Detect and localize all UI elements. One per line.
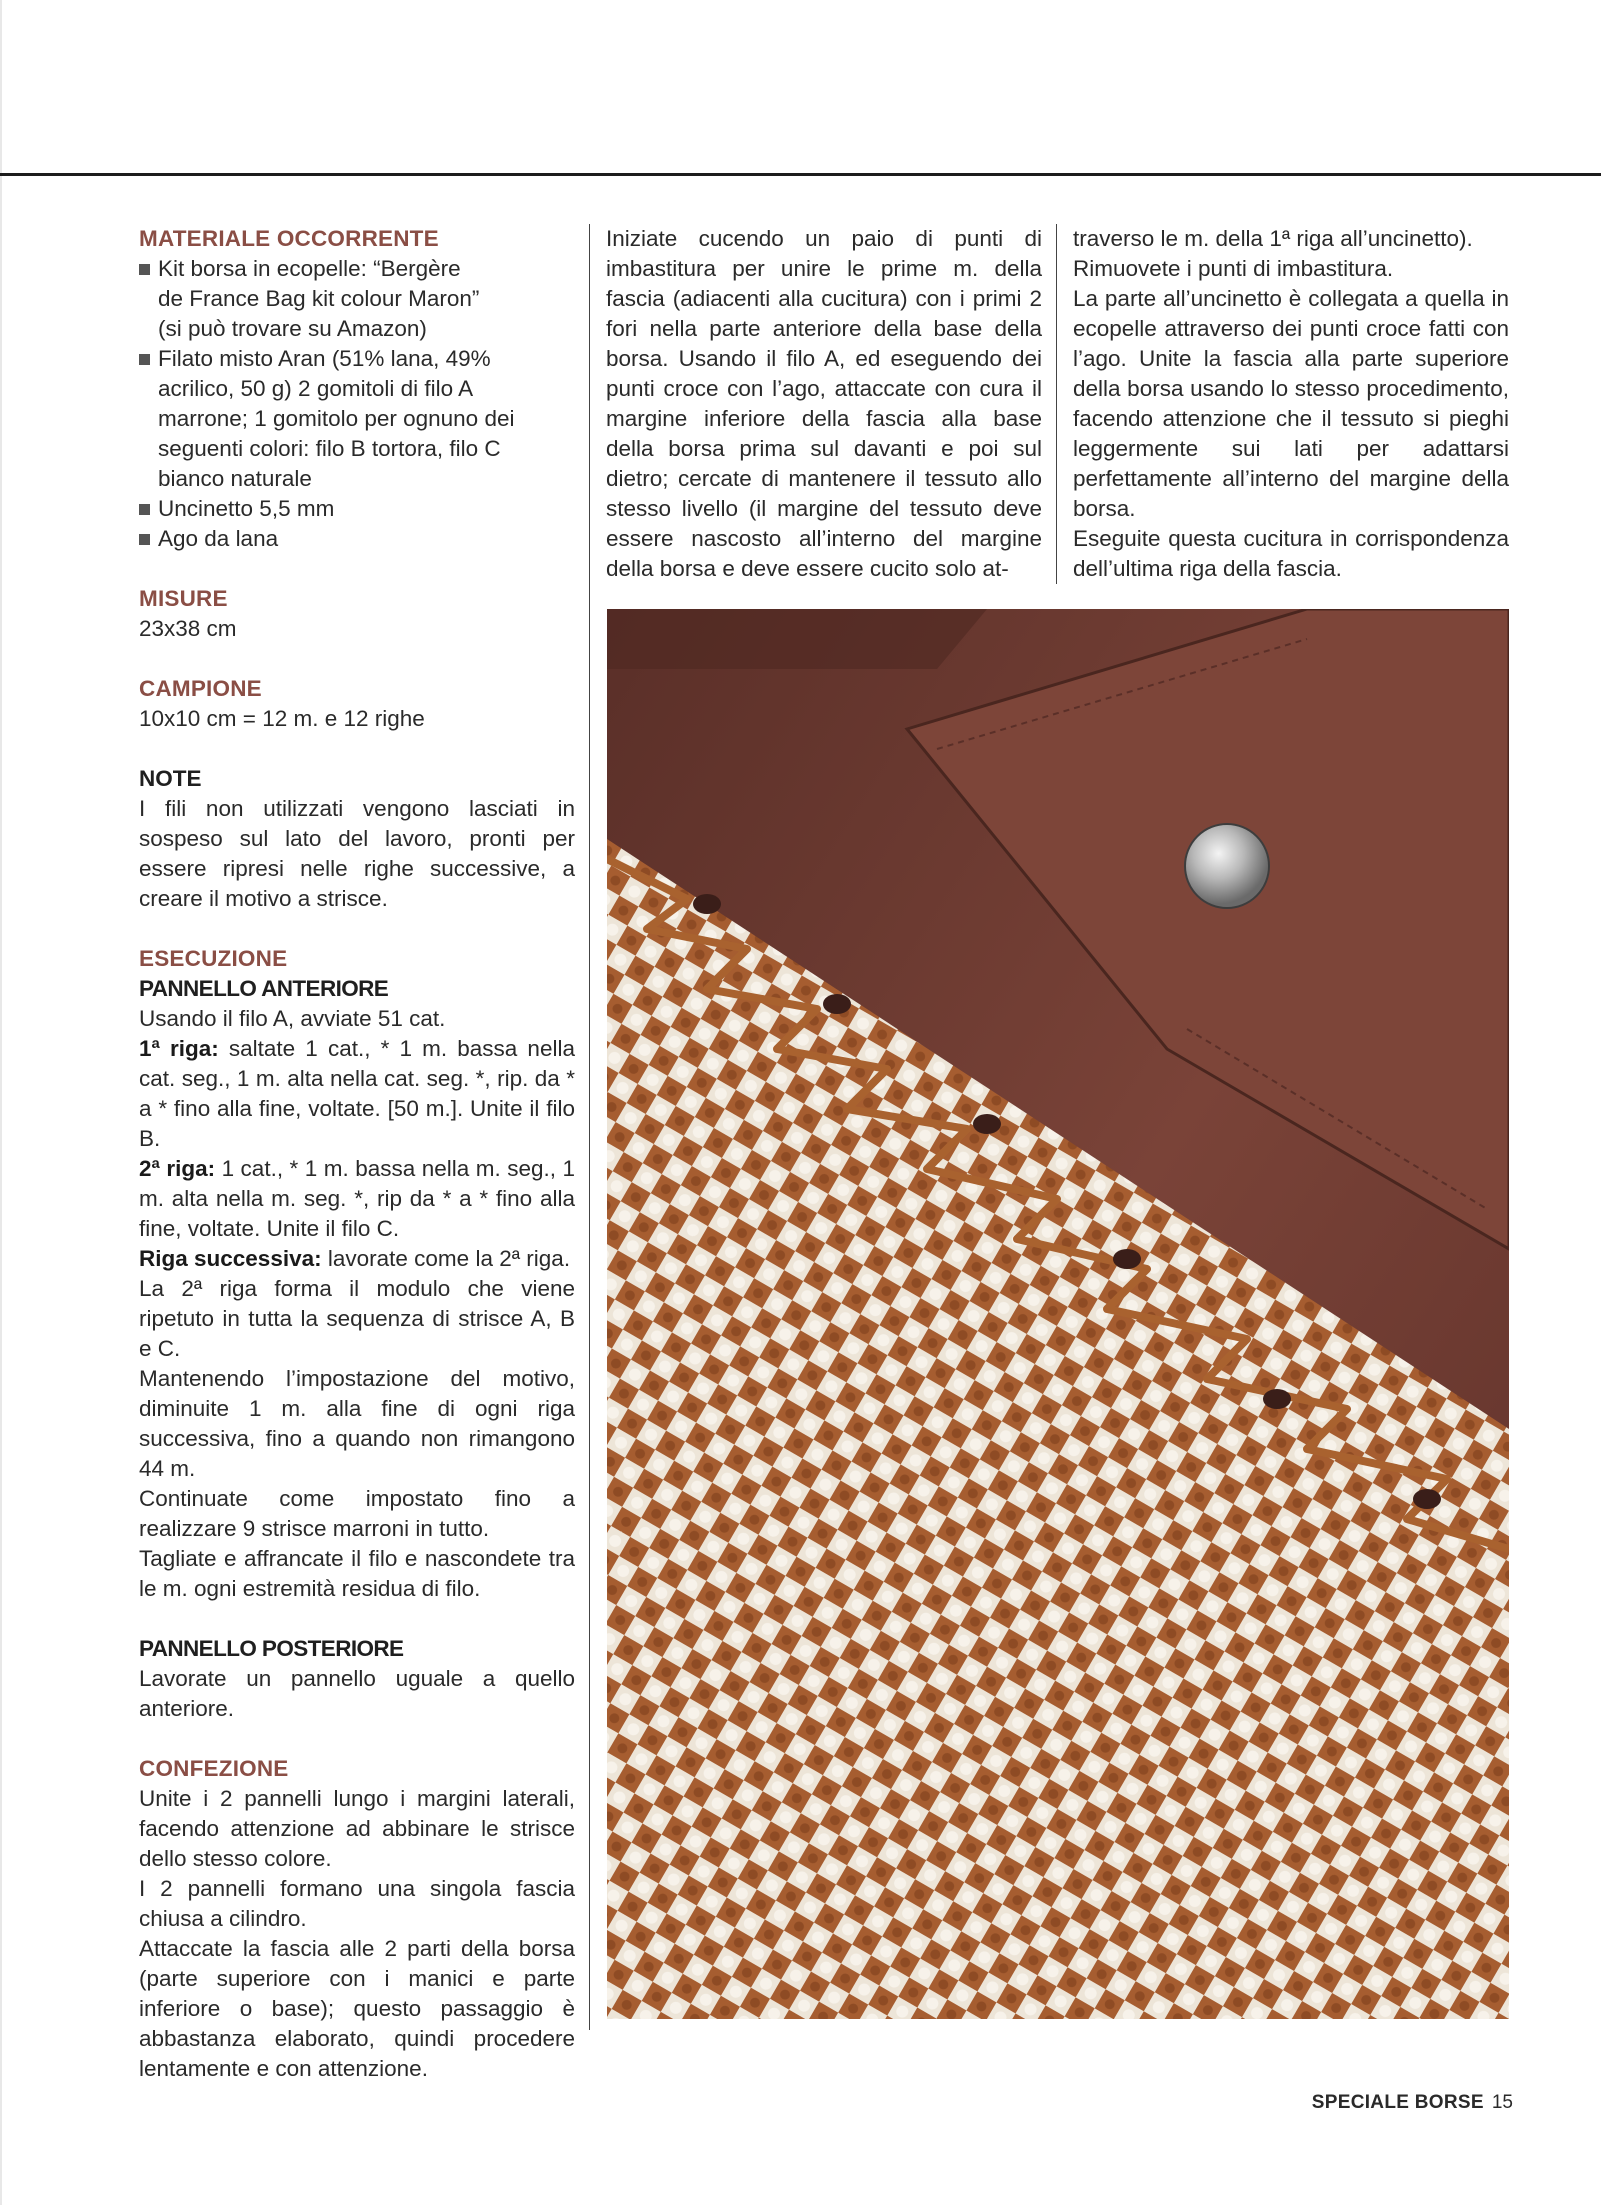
execution-section bbox=[139, 944, 575, 1604]
magazine-name: SPECIALE BORSE bbox=[1311, 2092, 1484, 2113]
materials-section bbox=[139, 224, 575, 554]
square-bullet-icon bbox=[139, 504, 150, 515]
bag-detail-photo bbox=[607, 609, 1509, 2019]
materials-item: Filato misto Aran (51% lana, 49% acrilico, 50 g) 2 gomitoli di filo A marrone; 1 gomitolo per ognuno dei seguenti colori: filo B tortora, filo C bianco naturale bbox=[139, 344, 575, 494]
page-number: 15 bbox=[1491, 2092, 1513, 2113]
assembly-heading: CONFEZIONE bbox=[139, 1756, 289, 1781]
middle-column bbox=[606, 224, 1042, 584]
assembly-section bbox=[139, 1754, 575, 2084]
front-panel-heading: PANNELLO ANTERIORE bbox=[139, 976, 389, 1001]
size-section bbox=[139, 584, 575, 644]
row-1: 1ª riga: saltate 1 cat., * 1 m. bassa nella cat. seg., 1 m. alta nella cat. seg. *, rip. da * a * fino alla fine, voltate. [50 m.]. Unite il filo B. bbox=[139, 1036, 575, 1151]
materials-item: Kit borsa in ecopelle: “Bergère de France Bag kit colour Maron” (si può trovare su Amazon) bbox=[139, 254, 575, 344]
paragraph: Mantenendo l’impostazione del motivo, diminuite 1 m. alla fine di ogni riga successiva, fino a quando non rimangono 44 m. bbox=[139, 1366, 575, 1481]
back-panel-text: Lavorate un pannello uguale a quello anteriore. bbox=[139, 1666, 575, 1721]
paragraph: La 2ª riga forma il modulo che viene ripetuto in tutta la sequenza di strisce A, B e C. bbox=[139, 1276, 575, 1361]
notes-text: I fili non utilizzati vengono lasciati in sospeso sul lato del lavoro, pronti per essere ripresi nelle righe successive, a creare il motivo a strisce. bbox=[139, 796, 575, 911]
bag-illustration bbox=[607, 609, 1509, 2019]
bag-handle-shape bbox=[607, 609, 987, 669]
column-divider bbox=[1056, 224, 1057, 584]
right-column bbox=[1073, 224, 1509, 584]
paragraph: Tagliate e affrancate il filo e nascondete tra le m. ogni estremità residua di filo. bbox=[139, 1546, 575, 1601]
paragraph: Unite i 2 pannelli lungo i margini laterali, facendo attenzione ad abbinare le strisce dello stesso colore. bbox=[139, 1786, 575, 1871]
next-row: Riga successiva: lavorate come la 2ª riga. bbox=[139, 1246, 571, 1271]
size-heading: MISURE bbox=[139, 586, 228, 611]
gauge-text: 10x10 cm = 12 m. e 12 righe bbox=[139, 706, 425, 731]
page-footer bbox=[1312, 2092, 1513, 2114]
size-text: 23x38 cm bbox=[139, 616, 237, 641]
paragraph: I 2 pannelli formano una singola fascia chiusa a cilindro. bbox=[139, 1876, 575, 1931]
notes-heading: NOTE bbox=[139, 766, 202, 791]
paragraph: Eseguite questa cucitura in corrispondenza dell’ultima riga della fascia. bbox=[1073, 526, 1509, 581]
front-panel-intro: Usando il filo A, avviate 51 cat. bbox=[139, 1006, 446, 1031]
left-column bbox=[139, 224, 575, 2114]
paragraph: Attaccate la fascia alle 2 parti della borsa (parte superiore con i manici e parte inferiore o base); questo passaggio è abbastanza elaborato, quindi procedere lentamente e con attenzione. bbox=[139, 1936, 575, 2081]
row-2: 2ª riga: 1 cat., * 1 m. bassa nella m. seg., 1 m. alta nella m. seg. *, rip da * a * fino alla fine, voltate. Unite il filo C. bbox=[139, 1156, 575, 1241]
paragraph: Iniziate cucendo un paio di punti di imbastitura per unire le prime m. della fascia (adiacenti alla cucitura) con i primi 2 fori nella parte anteriore della base della borsa. Usando il filo A, ed eseguendo dei punti croce con l’ago, attaccate con cura il margine inferiore della fascia alla base della borsa prima sul davanti e poi sul dietro; cercate di mantenere il tessuto allo stesso livello (il margine del tessuto deve essere nascosto all’interno del margine della borsa e deve essere cucito solo at- bbox=[606, 226, 1042, 581]
paragraph: Continuate come impostato fino a realizzare 9 strisce marroni in tutto. bbox=[139, 1486, 575, 1541]
paragraph: La parte all’uncinetto è collegata a quella in ecopelle attraverso dei punti croce fatti con l’ago. Unite la fascia alla parte superiore della borsa usando lo stesso procedimento, facendo attenzione che il tessuto si pieghi leggermente sui lati per adattarsi perfettamente all’interno del margine della borsa. bbox=[1073, 286, 1509, 521]
materials-item: Uncinetto 5,5 mm bbox=[139, 494, 575, 524]
paragraph: traverso le m. della 1ª riga all’uncinetto). bbox=[1073, 226, 1473, 251]
back-panel-section bbox=[139, 1634, 575, 1724]
header-rule bbox=[0, 173, 1601, 176]
square-bullet-icon bbox=[139, 264, 150, 275]
materials-heading: MATERIALE OCCORRENTE bbox=[139, 226, 439, 251]
square-bullet-icon bbox=[139, 354, 150, 365]
gauge-section bbox=[139, 674, 575, 734]
gauge-heading: CAMPIONE bbox=[139, 676, 262, 701]
notes-section bbox=[139, 764, 575, 914]
back-panel-heading: PANNELLO POSTERIORE bbox=[139, 1636, 404, 1661]
paragraph: Rimuovete i punti di imbastitura. bbox=[1073, 256, 1394, 281]
square-bullet-icon bbox=[139, 534, 150, 545]
execution-heading: ESECUZIONE bbox=[139, 946, 288, 971]
page-edge bbox=[0, 0, 2, 2205]
column-divider bbox=[589, 224, 590, 2030]
materials-item: Ago da lana bbox=[139, 524, 575, 554]
rivet-icon bbox=[1185, 824, 1269, 908]
